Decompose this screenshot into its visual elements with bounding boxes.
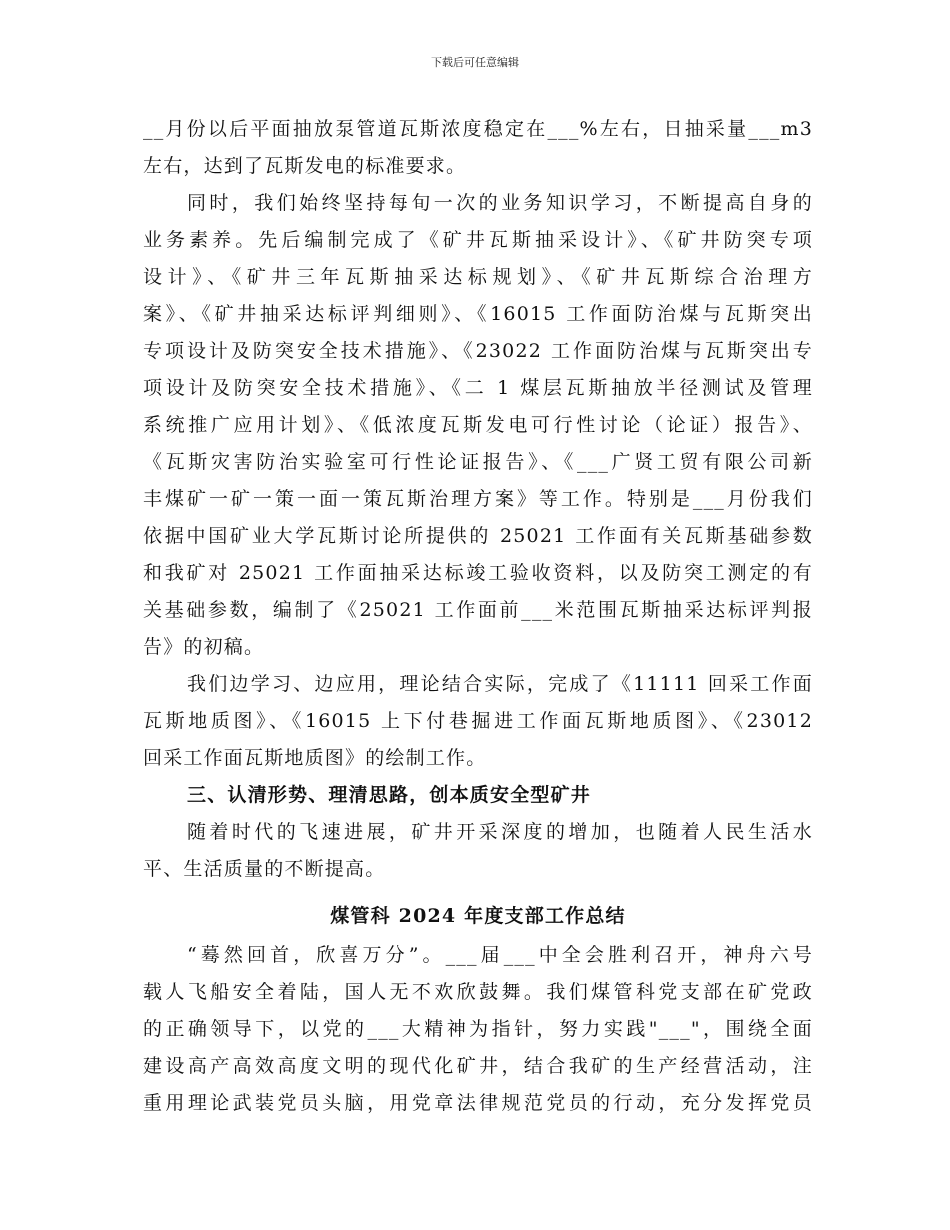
text-line: 瓦斯地质图》、《16015 上下付巷掘进工作面瓦斯地质图》、《23012	[143, 710, 813, 732]
section-heading: 三、认清形势、理清思路，创本质安全型矿井	[187, 784, 592, 806]
text-line: __月份以后平面抽放泵管道瓦斯浓度稳定在___%左右，日抽采量___m3	[143, 118, 813, 140]
text-line: 建设高产高效高度文明的现代化矿井，结合我矿的生产经营活动，注	[143, 1055, 813, 1077]
text-line: 系统推广应用计划》、《低浓度瓦斯发电可行性讨论（论证）报告》、	[143, 414, 813, 436]
text-line: 告》的初稿。	[143, 636, 265, 658]
text-line: 回采工作面瓦斯地质图》的绘制工作。	[143, 747, 487, 769]
document-body	[143, 111, 813, 1122]
text-line: 和我矿对 25021 工作面抽采达标竣工验收资料，以及防突工测定的有	[143, 562, 813, 584]
text-line: 重用理论武装党员头脑，用党章法律规范党员的行动，充分发挥党员	[143, 1092, 813, 1114]
text-line: 关基础参数，编制了《25021 工作面前___米范围瓦斯抽采达标评判报	[143, 599, 813, 621]
text-line: 专项设计及防突安全技术措施》、《23022 工作面防治煤与瓦斯突出专	[143, 340, 813, 362]
text-line: 案》、《矿井抽采达标评判细则》、《16015 工作面防治煤与瓦斯突出	[143, 303, 813, 325]
paragraph-start: 同时，我们始终坚持每旬一次的业务知识学习，不断提高自身的	[187, 192, 813, 214]
text-line: 丰煤矿一矿一策一面一策瓦斯治理方案》等工作。特别是___月份我们	[143, 488, 813, 510]
text-line: 载人飞船安全着陆，国人无不欢欣鼓舞。我们煤管科党支部在矿党政	[143, 981, 813, 1003]
text-line: 平、生活质量的不断提高。	[143, 858, 386, 880]
text-line: 业务素养。先后编制完成了《矿井瓦斯抽采设计》、《矿井防突专项	[143, 229, 813, 251]
paragraph-start: 我们边学习、边应用，理论结合实际，完成了《11111 回采工作面	[187, 673, 813, 695]
paragraph-start: “蓦然回首，欣喜万分”。___届___中全会胜利召开，神舟六号	[187, 944, 813, 966]
text-line: 设计》、《矿井三年瓦斯抽采达标规划》、《矿井瓦斯综合治理方	[143, 266, 813, 288]
text-line: 左右，达到了瓦斯发电的标准要求。	[143, 155, 467, 177]
page-header: 下载后可任意编辑	[431, 56, 519, 69]
paragraph-start: 随着时代的飞速进展，矿井开采深度的增加，也随着人民生活水	[187, 821, 813, 843]
text-line: 的正确领导下，以党的___大精神为指针，努力实践"___"，围绕全面	[143, 1018, 813, 1040]
text-line: 《瓦斯灾害防治实验室可行性论证报告》、《___广贤工贸有限公司新	[143, 451, 813, 473]
document-title: 煤管科 2024 年度支部工作总结	[330, 905, 626, 927]
text-line: 项设计及防突安全技术措施》、《二 1 煤层瓦斯抽放半径测试及管理	[143, 377, 813, 399]
text-line: 依据中国矿业大学瓦斯讨论所提供的 25021 工作面有关瓦斯基础参数	[143, 525, 813, 547]
